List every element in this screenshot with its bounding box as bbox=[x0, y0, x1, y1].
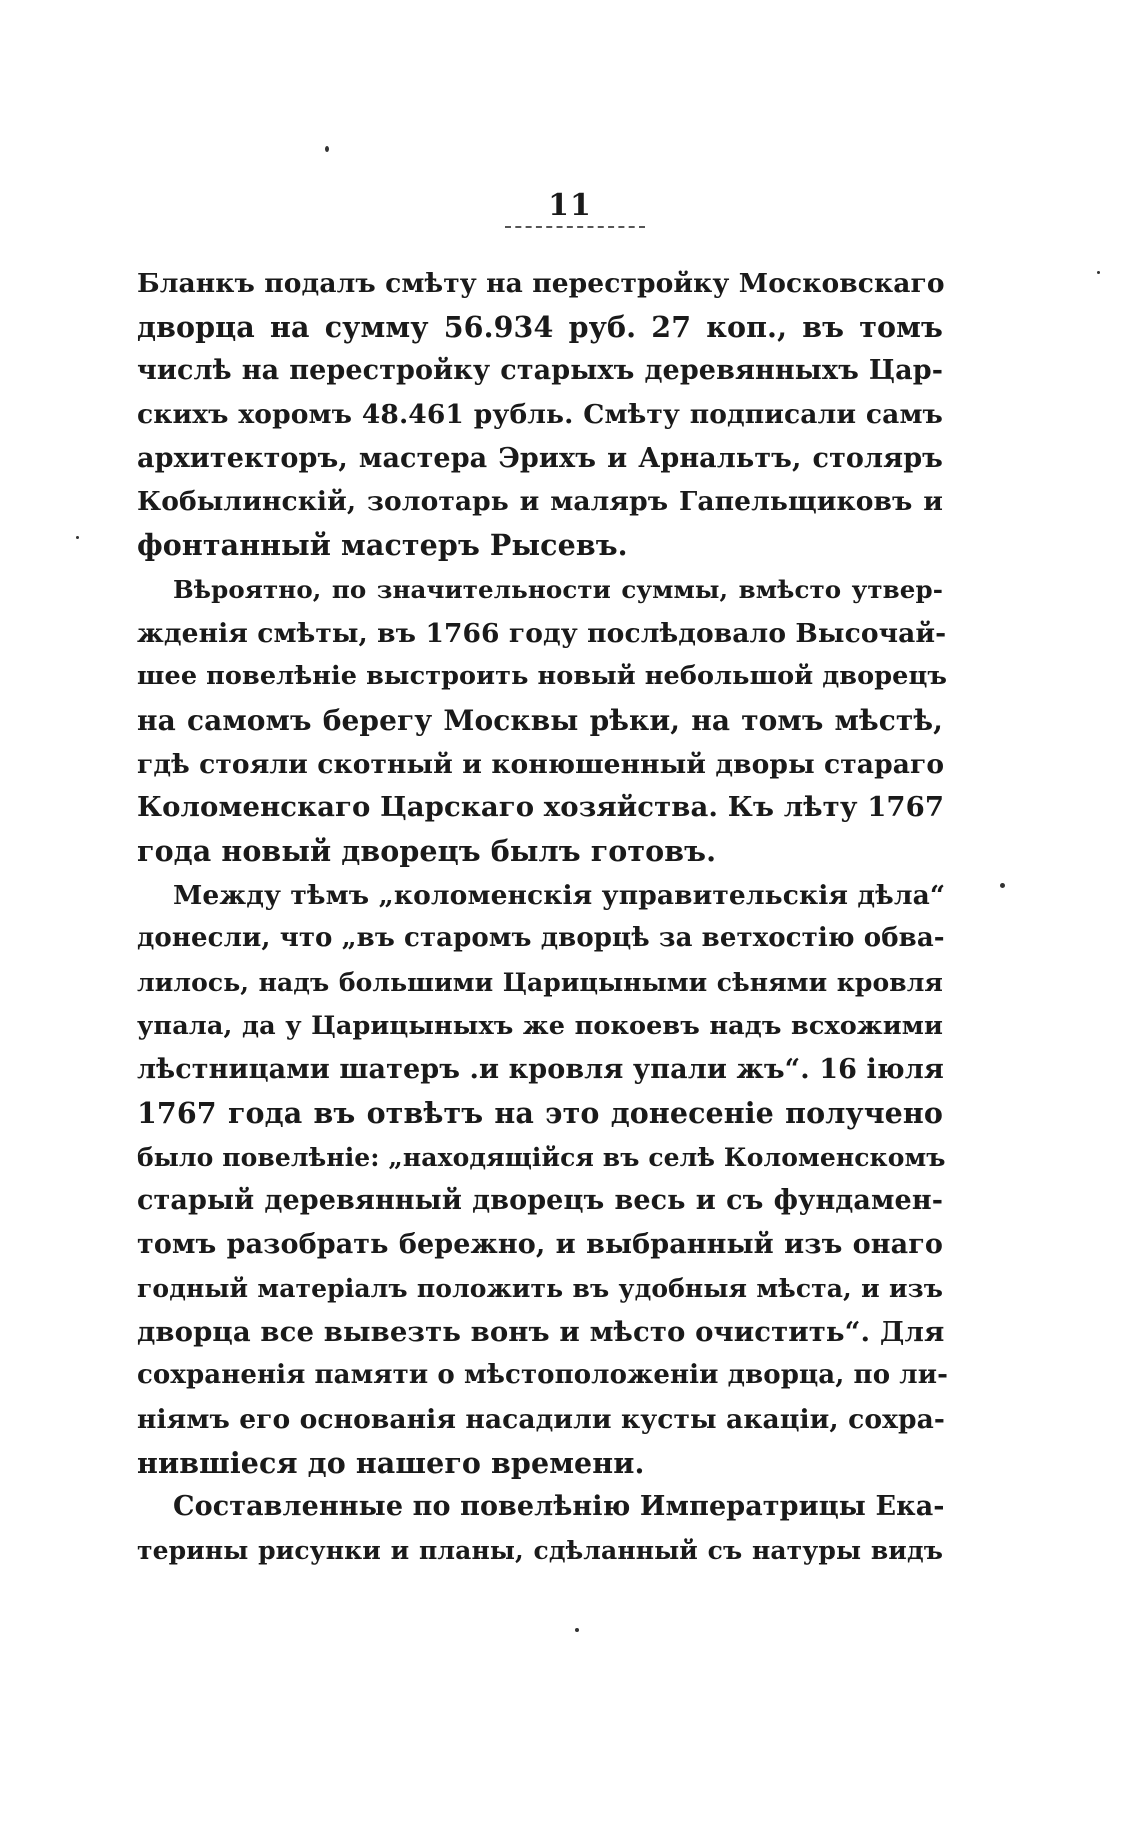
text-line: было повелѣніе: „находящійся въ селѣ Коломенскомъ bbox=[137, 1142, 946, 1172]
print-speck bbox=[575, 1628, 579, 1632]
paragraph bbox=[137, 874, 948, 1486]
text-line: года новый дворецъ былъ готовъ. bbox=[137, 833, 717, 868]
print-speck bbox=[1000, 883, 1005, 888]
text-line: нившіеся до нашего времени. bbox=[137, 1445, 645, 1480]
paragraph bbox=[137, 262, 943, 568]
text-line: лилось, надъ большими Царицыными сѣнями кровля bbox=[137, 968, 943, 997]
text-line: скихъ хоромъ 48.461 рубль. Смѣту подписали самъ bbox=[137, 399, 943, 431]
paragraph bbox=[137, 568, 948, 874]
text-line: томъ разобрать бережно, и выбранный изъ онаго bbox=[137, 1229, 943, 1261]
body-text bbox=[137, 262, 948, 1573]
text-line: сохраненія памяти о мѣстоположеніи дворца, по ли- bbox=[137, 1360, 948, 1391]
text-line: Кобылинскій, золотарь и маляръ Гапельщиковъ и bbox=[137, 486, 943, 518]
text-line: Составленные по повелѣнію Императрицы Ека- bbox=[173, 1491, 945, 1523]
text-line: дворца все вывезть вонъ и мѣсто очистить“. Для bbox=[137, 1315, 945, 1348]
text-line: старый деревянный дворецъ весь и съ фундамен- bbox=[137, 1185, 943, 1217]
paragraph bbox=[137, 1485, 943, 1572]
text-line: годный матеріалъ положить въ удобныя мѣста, и изъ bbox=[137, 1273, 943, 1303]
text-line: 1767 года въ отвѣтъ на это донесеніе получено bbox=[137, 1096, 943, 1131]
text-line: Бланкъ подалъ смѣту на перестройку Московскаго bbox=[137, 268, 945, 299]
print-speck bbox=[76, 536, 79, 539]
text-line: числѣ на перестройку старыхъ деревянныхъ Цар- bbox=[137, 355, 943, 387]
page-number-rule bbox=[505, 226, 645, 228]
text-line: гдѣ стояли скотный и конюшенный дворы стараго bbox=[137, 748, 945, 780]
text-line: архитекторъ, мастера Эрихъ и Арнальтъ, столяръ bbox=[137, 442, 943, 474]
text-line: шее повелѣніе выстроить новый небольшой дворецъ bbox=[137, 661, 948, 692]
page-number: 11 bbox=[548, 188, 592, 223]
text-line: Вѣроятно, по значительности суммы, вмѣсто утвер- bbox=[173, 574, 943, 604]
print-speck bbox=[325, 146, 329, 152]
text-line: терины рисунки и планы, сдѣланный съ натуры видъ bbox=[137, 1535, 943, 1565]
text-line: жденія смѣты, въ 1766 году послѣдовало Высочай- bbox=[137, 617, 947, 649]
text-line: лѣстницами шатеръ .и кровля упали жъ“. 16 іюля bbox=[137, 1054, 944, 1086]
print-speck bbox=[1097, 271, 1100, 274]
text-line: фонтанный мастеръ Рысевъ. bbox=[137, 528, 628, 563]
text-line: упала, да у Царицыныхъ же покоевъ надъ всхожими bbox=[137, 1010, 943, 1041]
text-line: ніямъ его основанія насадили кусты акаціи, сохра- bbox=[137, 1403, 945, 1435]
text-line: дворца на сумму 56.934 руб. 27 коп., въ томъ bbox=[137, 309, 943, 344]
text-line: на самомъ берегу Москвы рѣки, на томъ мѣстѣ, bbox=[137, 703, 943, 737]
text-line: Между тѣмъ „коломенскія управительскія дѣла“ bbox=[173, 879, 946, 911]
text-line: Коломенскаго Царскаго хозяйства. Къ лѣту 1767 bbox=[137, 791, 945, 824]
text-line: донесли, что „въ старомъ дворцѣ за ветхостію обва- bbox=[137, 923, 945, 954]
